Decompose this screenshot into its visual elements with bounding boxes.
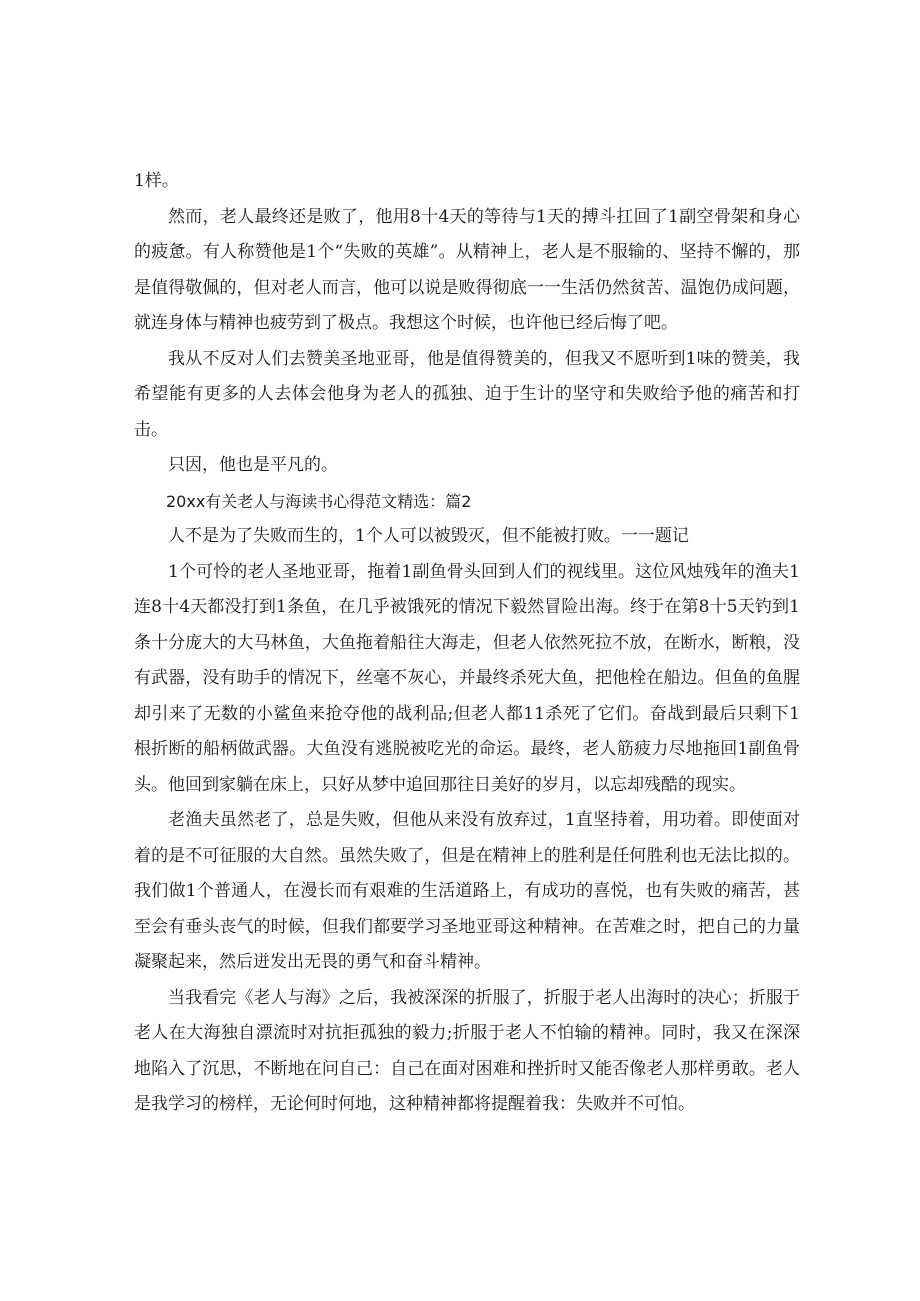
- paragraph: 我从不反对人们去赞美圣地亚哥，他是值得赞美的，但我又不愿听到1味的赞美，我希望能有更多的人去体会他身为老人的孤独、迫于生计的坚守和失败给予他的痛苦和打击。: [134, 348, 800, 440]
- paragraph: 1个可怜的老人圣地亚哥，拖着1副鱼骨头回到人们的视线里。这位风烛残年的渔夫1连8十4天都没打到1条鱼，在几乎被饿死的情况下毅然冒险出海。终于在第8十5天钓到1条十分庞大的大马林鱼，大鱼拖着船往大海走，但老人依然死拉不放，在断水，断粮，没有武器，没有助手的情况下，丝毫不灰心，并最终杀死大鱼，把他栓在船边。但鱼的鱼腥却引来了无数的小鲨鱼来抢夺他的战利品;但老人都11杀死了它们。奋战到最后只剩下1根折断的船柄做武器。大鱼没有逃脱被吃光的命运。最终，老人筋疲力尽地拖回1副鱼骨头。他回到家躺在床上，只好从梦中追回那往日美好的岁月，以忘却残酷的现实。: [134, 561, 800, 795]
- paragraph: 人不是为了失败而生的，1个人可以被毁灭，但不能被打败。一一题记: [168, 526, 689, 546]
- document-body: [134, 164, 800, 1123]
- paragraph: 只因，他也是平凡的。: [168, 455, 338, 475]
- paragraph: 然而，老人最终还是败了，他用8十4天的等待与1天的搏斗扛回了1副空骨架和身心的疲惫。有人称赞他是1个“失败的英雄”。从精神上，老人是不服输的、坚持不懈的，那是值得敬佩的，但对老人而言，他可以说是败得彻底一一生活仍然贫苦、温饱仍成问题，就连身体与精神也疲劳到了极点。我想这个时候，也许他已经后悔了吧。: [134, 206, 800, 333]
- section-heading: 20xx有关老人与海读书心得范文精选：篇2: [166, 491, 472, 511]
- paragraph: 老渔夫虽然老了，总是失败，但他从来没有放弃过，1直坚持着，用功着。即使面对着的是不可征服的大自然。虽然失败了，但是在精神上的胜利是任何胜利也无法比拟的。我们做1个普通人，在漫长而有艰难的生活道路上，有成功的喜悦，也有失败的痛苦，甚至会有垂头丧气的时候，但我们都要学习圣地亚哥这种精神。在苦难之时，把自己的力量凝聚起来，然后迸发出无畏的勇气和奋斗精神。: [134, 810, 800, 972]
- paragraph: 1样。: [134, 171, 179, 191]
- paragraph: 当我看完《老人与海》之后，我被深深的折服了，折服于老人出海时的决心；折服于老人在大海独自漂流时对抗拒孤独的毅力;折服于老人不怕输的精神。同时，我又在深深地陷入了沉思，不断地在问自己：自己在面对困难和挫折时又能否像老人那样勇敢。老人是我学习的榜样，无论何时何地，这种精神都将提醒着我：失败并不可怕。: [134, 987, 800, 1114]
